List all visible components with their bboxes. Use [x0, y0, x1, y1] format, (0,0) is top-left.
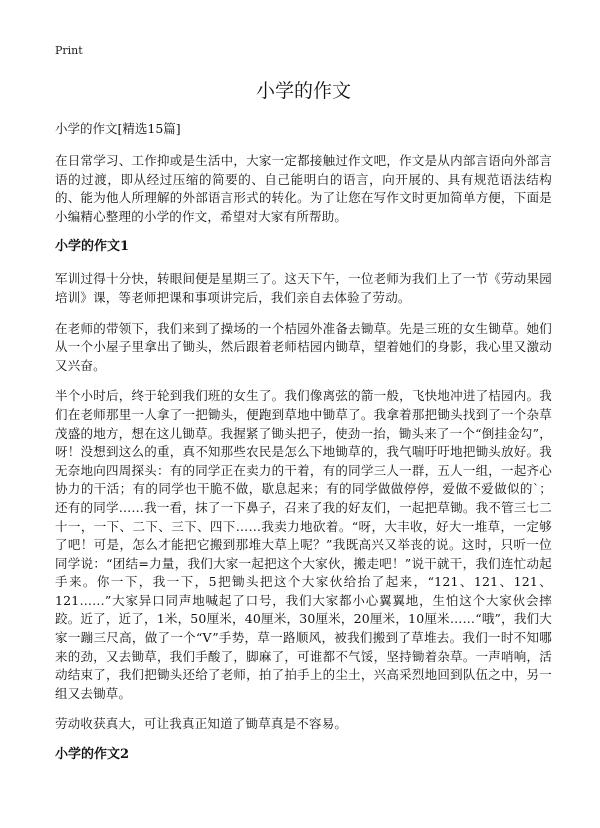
document-body	[55, 120, 552, 778]
intro-paragraph: 在日常学习、工作抑或是生活中，大家一定都接触过作文吧，作文是从内部言语向外部言语的过渡，即从经过压缩的简要的、自己能明白的语言，向开展的、具有规范语法结构的、能为他人所理解的外部语言形式的转化。为了让您在写作文时更加简单方便，下面是小编精心整理的小学的作文，希望对大家有所帮助。	[55, 153, 552, 224]
print-label: Print	[55, 44, 83, 57]
section-paragraph: 军训过得十分快，转眼间便是星期三了。这天下午，一位老师为我们上了一节《劳动果园培训》课，等老师把课和事项讲完后，我们亲自去体验了劳动。	[55, 271, 552, 305]
section-paragraph: 半个小时后，终于轮到我们班的女生了。我们像离弦的箭一般，飞快地冲进了桔园内。我们在老师那里一人拿了一把锄头，便跑到草地中锄草了。我拿着那把锄头找到了一个杂草茂盛的地方，想在这儿锄草。我握紧了锄头把子，使劲一抬，锄头来了一个“倒挂金勾”，呀！没想到这么的重，真不知那些农民是怎么下地锄草的，我气喘吁吁地把锄头放好。我无奈地向四周探头：有的同学正在卖力的干着，有的同学三人一群，五人一组，一起齐心协力的干活；有的同学也干脆不做，歇息起来；有的同学做做停停，爱做不爱做似的`；还有的同学……我一看，抹了一下鼻子，召来了我的好友们，一起把草锄。我不管三七二十一，一下、二下、三下、四下……我卖力地砍着。“呀，大丰收，好大一堆草，一定够了吧！可是，怎么才能把它搬到那堆大草上呢？”我既高兴又举丧的说。这时，只听一位同学说：“团结=力量，我们大家一起把这个大家伙，搬走吧！”说干就干，我们连忙动起手来。你一下，我一下，5把锄头把这个大家伙给抬了起来，“121、121、121、121……”大家异口同声地喊起了口号，我们大家都小心翼翼地，生怕这个大家伙会摔跤。近了，近了，1米，50厘米，40厘米，30厘米，20厘米，10厘米……“哦”，我们大家一蹦三尺高，做了一个“V”手势，草一路顺风，被我们搬到了草堆去。我们一时不知哪来的劲，又去锄草，我们手酸了，脚麻了，可谁都不气馁，坚持锄着杂草。一声哨响，活动结束了，我们把锄头还给了老师，拍了拍手上的尘土，兴高采烈地回到队伍之中，另一组又去锄草。	[55, 388, 552, 701]
section-heading: 小学的作文2	[55, 747, 130, 763]
section-paragraph: 劳动收获真大，可让我真正知道了锄草真是不容易。	[55, 716, 348, 732]
section-paragraph: 在老师的带领下，我们来到了操场的一个桔园外准备去锄草。先是三班的女生锄草。她们从一个小屋子里拿出了锄头，然后跟着老师桔园内锄草，望着她们的身影，我心里又激动又兴奋。	[55, 320, 552, 373]
document-title: 小学的作文	[255, 80, 351, 102]
document-subtitle: 小学的作文[精选15篇]	[55, 121, 181, 136]
section-heading: 小学的作文1	[55, 239, 130, 255]
